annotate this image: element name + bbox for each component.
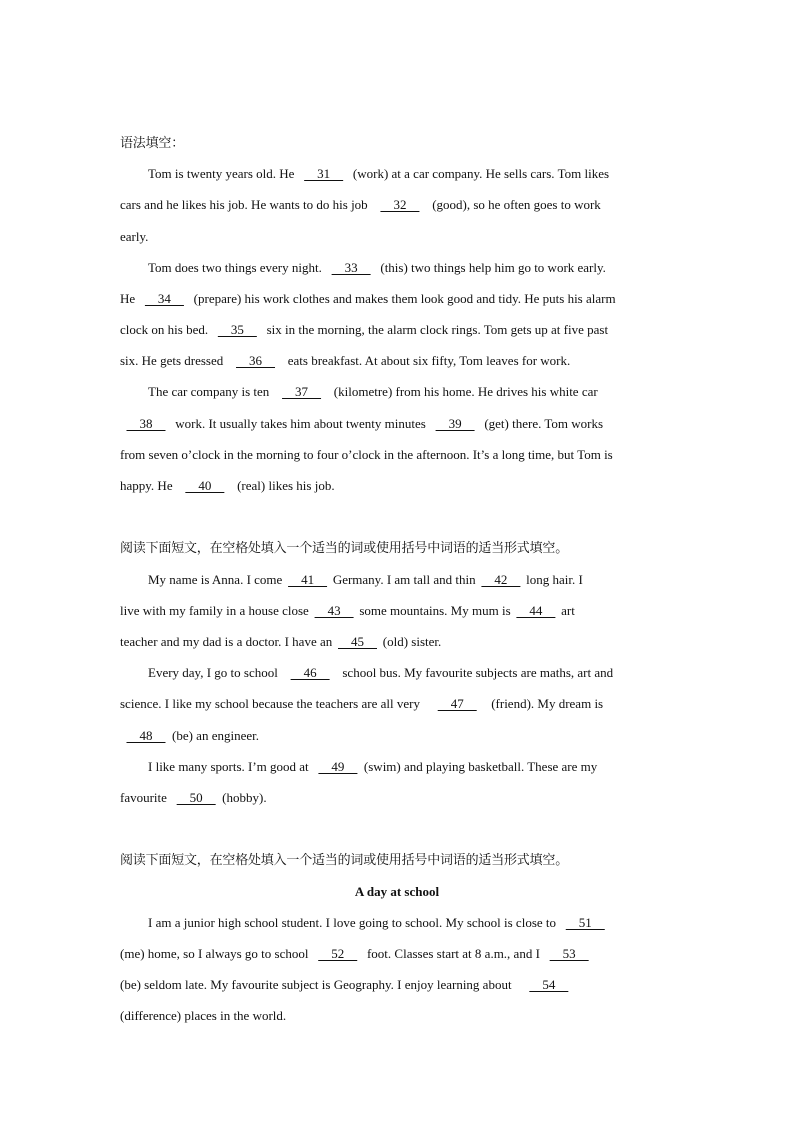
blank-52[interactable]: 52	[318, 946, 358, 961]
blank-47[interactable]: 47	[437, 696, 477, 711]
blank-44[interactable]: 44	[516, 603, 556, 618]
blank-43[interactable]: 43	[314, 603, 354, 618]
blank-53[interactable]: 53	[549, 946, 589, 961]
blank-38[interactable]: 38	[126, 416, 166, 431]
text-line: early.	[120, 229, 149, 244]
text-line: He 34 (prepare) his work clothes and makes them look good and tidy. He puts his alarm	[120, 291, 616, 306]
text-line: from seven o’clock in the morning to four o’clock in the afternoon. It’s a long time, but Tom is	[120, 447, 613, 462]
text-line: live with my family in a house close 43 some mountains. My mum is 44 art	[120, 603, 575, 618]
section-heading-reading-1: 阅读下面短文，在空格处填入一个适当的词或使用括号中词语的适当形式填空。	[120, 541, 569, 556]
text-line: (be) seldom late. My favourite subject is Geography. I enjoy learning about 54	[120, 977, 583, 993]
blank-35[interactable]: 35	[217, 322, 257, 337]
blank-46[interactable]: 46	[290, 665, 330, 680]
blank-40[interactable]: 40	[185, 478, 225, 493]
text-line: (difference) places in the world.	[120, 1008, 287, 1023]
text-line: teacher and my dad is a doctor. I have an 45 (old) sister.	[120, 634, 442, 649]
text-line: favourite 50 (hobby).	[120, 790, 267, 805]
text-line: happy. He 40 (real) likes his job.	[120, 478, 335, 493]
blank-31[interactable]: 31	[304, 166, 344, 181]
blank-34[interactable]: 34	[144, 291, 184, 306]
text-line: My name is Anna. I come 41 Germany. I am tall and thin 42 long hair. I	[148, 572, 583, 587]
text-line: Tom does two things every night. 33 (this) two things help him go to work early.	[148, 260, 606, 275]
blank-48[interactable]: 48	[126, 728, 166, 743]
blank-41[interactable]: 41	[288, 572, 328, 587]
text-line: Tom is twenty years old. He 31 (work) at a car company. He sells cars. Tom likes	[148, 166, 610, 181]
blank-49[interactable]: 49	[318, 759, 358, 774]
text-line: 48 (be) an engineer.	[120, 728, 259, 744]
blank-42[interactable]: 42	[481, 572, 521, 587]
section-heading-reading-2: 阅读下面短文，在空格处填入一个适当的词或使用括号中词语的适当形式填空。	[120, 853, 569, 868]
blank-32[interactable]: 32	[380, 197, 420, 212]
text-line: science. I like my school because the teachers are all very 47 (friend). My dream is	[120, 696, 604, 711]
text-line: Every day, I go to school 46 school bus. My favourite subjects are maths, art and	[148, 665, 614, 680]
blank-51[interactable]: 51	[565, 915, 605, 930]
blank-37[interactable]: 37	[282, 384, 322, 399]
text-line: The car company is ten 37 (kilometre) from his home. He drives his white car	[148, 384, 598, 399]
blank-36[interactable]: 36	[236, 353, 276, 368]
text-line: (me) home, so I always go to school 52 foot. Classes start at 8 a.m., and I 53	[120, 946, 595, 962]
blank-33[interactable]: 33	[331, 260, 371, 275]
section-heading-grammar: 语法填空：	[120, 136, 185, 151]
text-line: clock on his bed. 35 six in the morning, the alarm clock rings. Tom gets up at five past	[120, 322, 609, 337]
blank-50[interactable]: 50	[176, 790, 216, 805]
blank-54[interactable]: 54	[529, 977, 569, 992]
text-line: cars and he likes his job. He wants to do his job 32 (good), so he often goes to work	[120, 197, 601, 212]
passage-title: A day at school	[354, 884, 440, 899]
text-line: six. He gets dressed 36 eats breakfast. At about six fifty, Tom leaves for work.	[120, 353, 571, 368]
text-line: 38 work. It usually takes him about twenty minutes 39 (get) there. Tom works	[120, 416, 603, 432]
text-line: I am a junior high school student. I love going to school. My school is close to 51	[148, 915, 611, 931]
blank-45[interactable]: 45	[338, 634, 377, 649]
blank-39[interactable]: 39	[435, 416, 475, 431]
text-line: I like many sports. I’m good at 49 (swim) and playing basketball. These are my	[148, 759, 598, 774]
